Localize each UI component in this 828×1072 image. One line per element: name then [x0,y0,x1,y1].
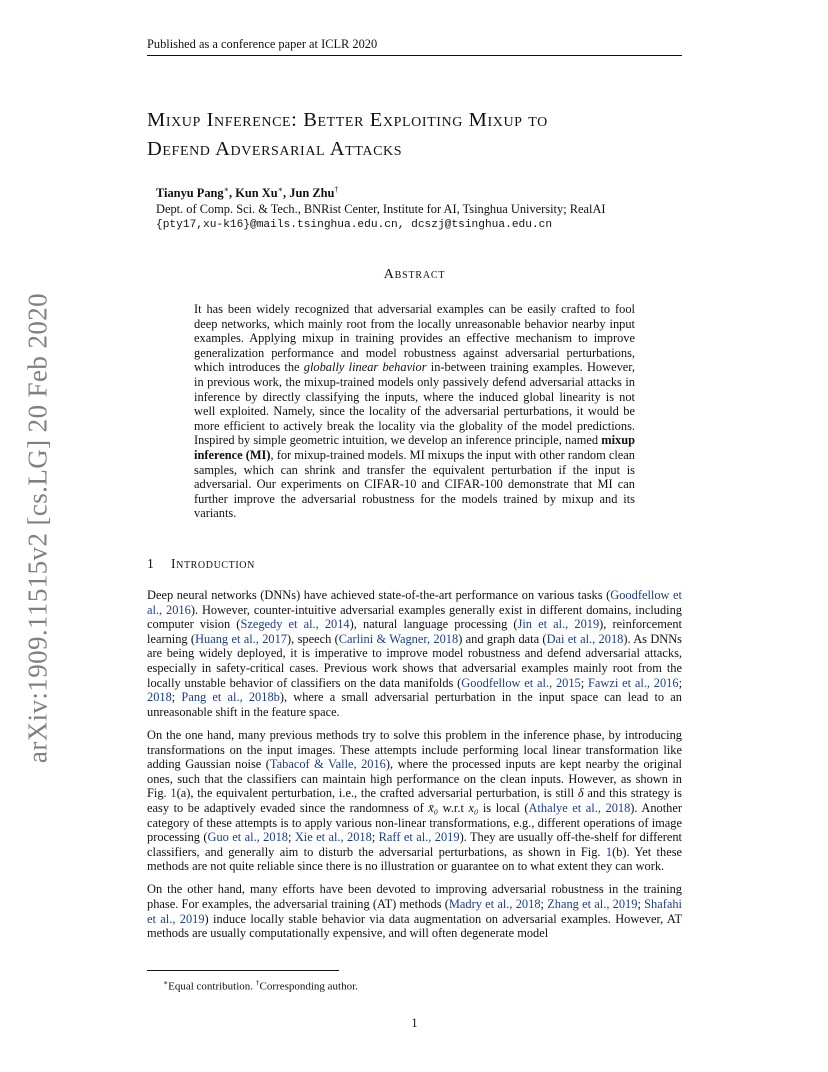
text: ) induce locally stable behavior via data augmentation on adversarial examples. However, AT methods are usually computationally expensive, and will often degenerate model [147,911,683,941]
citation-link[interactable]: Zhang et al., 2019 [547,897,638,912]
text: ). As DNNs are being widely deployed, it is imperative to improve model robustness and defend adversarial attacks, especially in safety-critical cases. Previous work shows that adversarial examples mainly root from the locally unstable behavior of classifiers on the data manifolds ( [147,631,683,690]
text: ; [287,830,295,845]
citation-link[interactable]: Pang et al., 2018b [181,690,280,705]
paragraph-1 [147,588,682,719]
footnote [163,976,683,994]
running-header: Published as a conference paper at ICLR 2020 [147,37,378,51]
text: ). Another category of these attempts is to apply various non-linear transformations, e.g., different operations of image processing ( [147,800,682,845]
paper-title [147,106,707,164]
citation-link[interactable]: Goodfellow et al., 2015 [461,675,581,690]
text: ). They are usually off-the-shelf for different classifiers, and generally aim to disturb the adversarial perturbations, as shown in Fig. [147,830,682,859]
abstract-text-3: , for mixup-trained models. MI mixups the input with other random clean samples, which can shrink and transfer the equivalent perturbation if the input is adversarial. Our experiments on CIFAR-10 and CIFAR-100 demonstrate that MI can further improve the adversarial robustness for the models trained by mixup and its variants. [194,447,635,521]
citation-link[interactable]: Athalye et al., 2018 [528,800,631,815]
text: (a), the equivalent perturbation, i.e., the crafted adversarial perturbation, is still [176,786,578,801]
text: ), where the processed inputs are kept nearby the original ones, such that the classifiers can maintain high performance on the clean inputs. However, as shown in Fig. [147,757,682,801]
text: ), reinforcement learning ( [147,617,682,646]
figure-link[interactable]: 1 [170,786,177,801]
citation-link[interactable]: Goodfellow et al., 2016 [147,588,682,617]
citation-link[interactable]: Carlini & Wagner, 2018 [338,631,459,646]
section-number: 1 [147,556,155,571]
footnote-text-2: Corresponding author. [259,980,358,993]
text: w.r.t [438,800,469,815]
author-1: Tianyu Pang [156,186,224,201]
paper-title-line-2: Defend Adversarial Attacks [147,138,403,160]
abstract-strong: mixup inference (MI) [194,433,635,462]
text: (b). Yet these methods are not quite reliable since there is no illustration or guarantee on to what extent they can work. [147,844,683,874]
citation-link[interactable]: Fawzi et al., 2016 [588,675,679,690]
citation-link[interactable]: 2018 [147,690,172,705]
author-2: Kun Xu [235,186,278,201]
footnote-rule [147,970,339,971]
section-heading [147,556,682,572]
citation-link[interactable]: Dai et al., 2018 [546,631,624,646]
affiliation: Dept. of Comp. Sci. & Tech., BNRist Center, Institute for AI, Tsinghua University; RealAI [156,202,606,217]
footnote-mark-1: ∗ [163,978,169,987]
citation-link[interactable]: Shafahi et al., 2019 [147,897,682,926]
footnote-mark-2: † [255,978,260,987]
text: On the other hand, many efforts have been devoted to improving adversarial robustness in the training phase. For examples, the adversarial training (AT) methods ( [147,882,682,912]
text: ), natural language processing ( [349,617,518,632]
citation-link[interactable]: Huang et al., 2017 [195,631,287,646]
text: ; [540,897,548,912]
arxiv-stamp-container [22,292,53,764]
abstract-text-1: It has been widely recognized that adversarial examples can be easily crafted to fool deep networks, which mainly root from the locally unreasonable behavior nearby input examples. Applying mixup in training provides an effective mechanism to improve generalization performance and model robustness against adversarial perturbations, which introduces the [194,302,635,375]
footnote-text-1: Equal contribution. [168,980,256,993]
text: ; [678,675,683,690]
citation-link[interactable]: Raff et al., 2019 [378,830,460,845]
author-emails: {pty17,xu-k16}@mails.tsinghua.edu.cn, dcszj@tsinghua.edu.cn [156,219,553,232]
abstract-text-2: in-between training examples. However, in previous work, the mixup-trained models only passively defend adversarial attacks in inference by directly classifying the inputs, where the induced global linearity is not well exploited. Namely, since the locality of the adversarial perturbations, it would be more efficient to actively break the locality via the globality of the model predictions. Inspired by simple geometric intuition, we develop an inference principle, named [194,360,635,448]
text: ; [171,690,182,705]
math: δ [577,786,584,801]
abstract-emphasis: globally linear behavior [303,360,427,375]
citation-link[interactable]: Szegedy et al., 2014 [240,617,350,632]
paragraph-2 [147,728,682,874]
citation-link[interactable]: Guo et al., 2018 [207,830,288,845]
text: Deep neural networks (DNNs) have achieved state-of-the-art performance on various tasks ( [147,588,611,602]
header-rule [147,55,682,56]
arxiv-stamp: arXiv:1909.11515v2 [cs.LG] 20 Feb 2020 [22,292,53,764]
math: x₀ [468,800,479,815]
author-3: Jun Zhu [289,186,335,201]
figure-link[interactable]: 1 [605,844,613,859]
citation-link[interactable]: Tabacof & Valle, 2016 [269,757,386,772]
text: ; [580,675,589,690]
author-2-mark: ∗ [277,185,284,194]
abstract-body [194,302,635,521]
citation-link[interactable]: Madry et al., 2018 [448,897,541,912]
text: ; [371,830,379,845]
text: ; [637,897,645,912]
text: On the one hand, many previous methods try to solve this problem in the inference phase, by introducing transformations on the input images. These attempts include performing local linear transformation like adding Gaussian noise ( [147,727,682,772]
author-names: Tianyu Pang∗, Kun Xu∗, Jun Zhu† [156,185,339,201]
author-1-mark: ∗ [223,185,230,194]
text: ) and graph data ( [458,631,547,646]
section-title: Introduction [171,556,255,571]
text: and this strategy is easy to be adaptively evaded since the randomness of [147,786,682,815]
text: ), where a small adversarial perturbation in the input space can lead to an unreasonable shift in the feature space. [147,690,682,719]
paper-title-line-1: Mixup Inference: Better Exploiting Mixup to [147,109,548,131]
citation-link[interactable]: Jin et al., 2019 [517,617,600,632]
text: ). However, counter-intuitive adversarial examples generally exist in different domains, including computer vision ( [147,602,682,632]
paragraph-3 [147,882,682,940]
section-body [147,588,682,949]
abstract-heading: Abstract [383,267,446,282]
text: ), speech ( [287,631,339,646]
math: x̄₀ [428,800,439,815]
text: is local ( [478,800,529,815]
page-number: 1 [411,1016,418,1030]
author-block [156,182,716,233]
author-3-mark: † [334,185,339,194]
citation-link[interactable]: Xie et al., 2018 [294,830,372,845]
